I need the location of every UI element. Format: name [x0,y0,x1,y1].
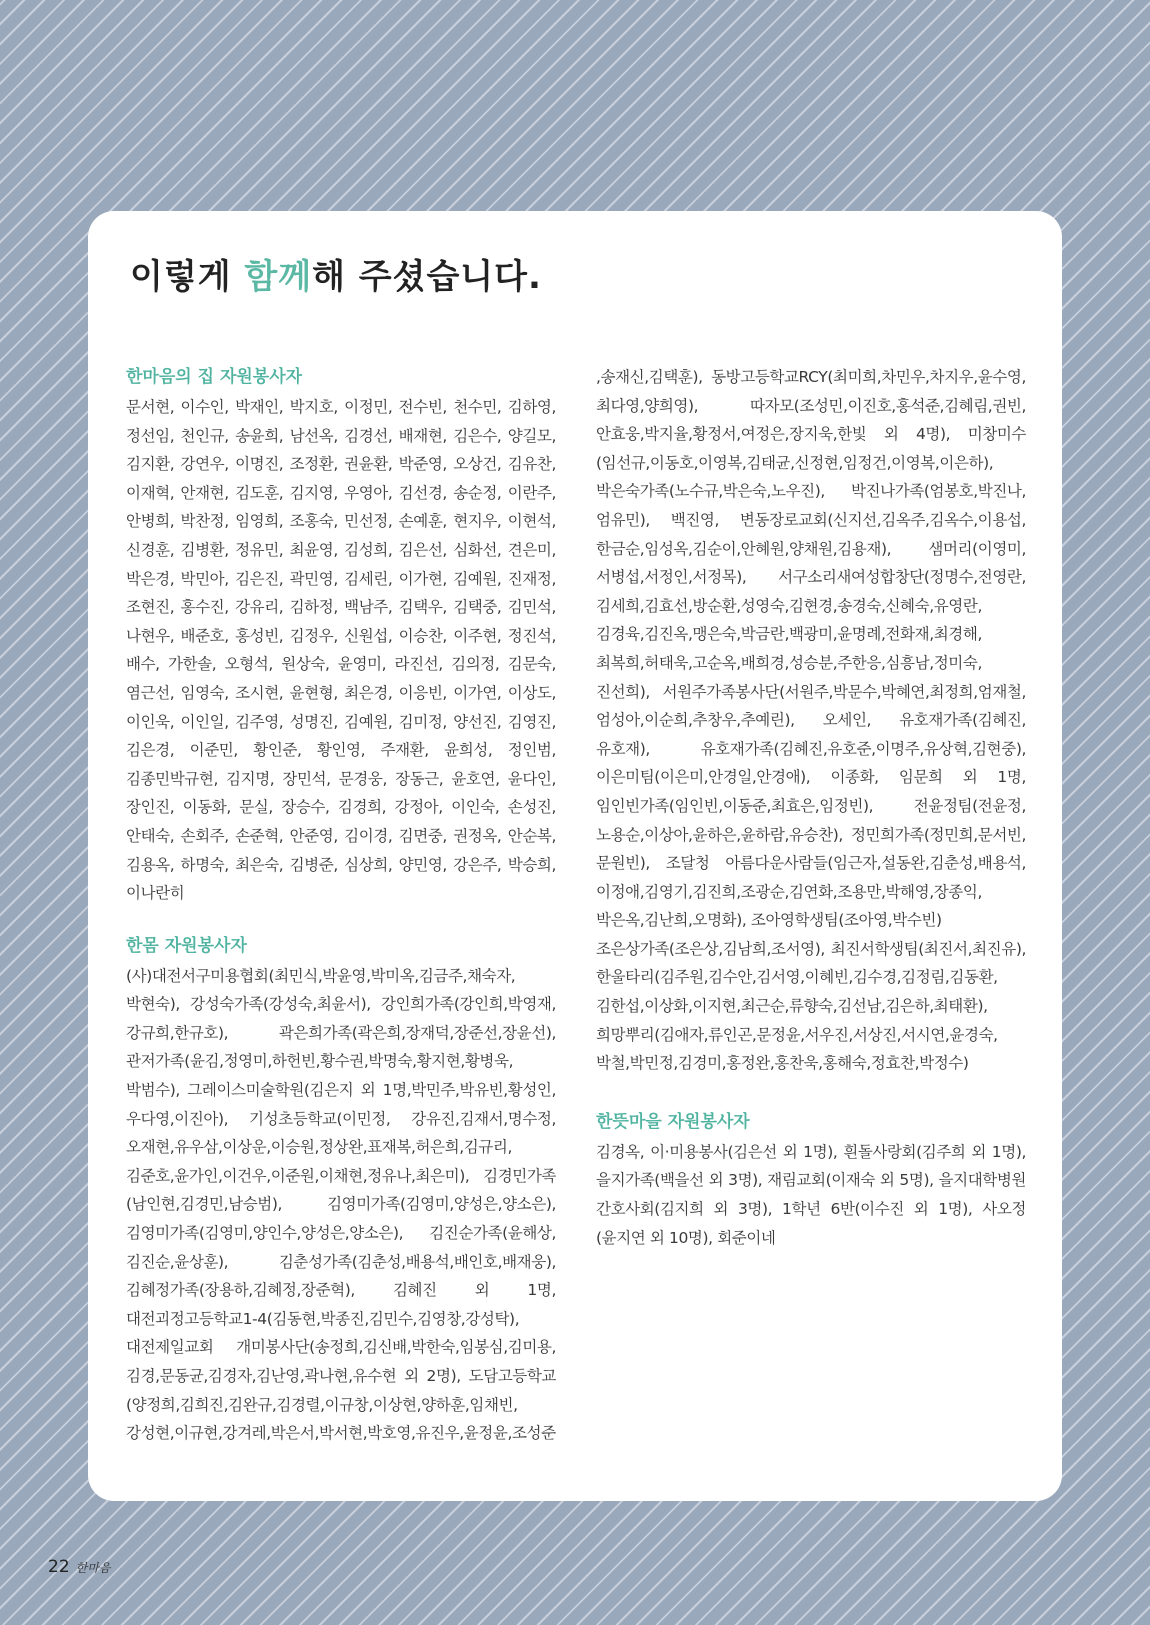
volunteer-list-hanmom-continued: ,송재신,김택훈), 동방고등학교RCY(최미희,차민우,차지우,윤수영,최다영,양희영), 따자모(조성민,이진호,홍석준,김혜림,권빈,안효웅,박지율,황정서,여정은,장지욱,한빛 외 4명), 미창미수(임선규,이동호,이영복,김태균,신정현,임정건,이영복,이은하), 박은숙가족(노수규,박은숙,노우진), 박진나가족(엄봉호,박진나,엄유민), 백진영, 변동장로교회(신지선,김옥주,김옥수,이용섭,한금순,임성옥,김순이,안혜원,양채원,김용재), 샘머리(이영미,서병섭,서정인,서정목), 서구소리새여성합창단(정명수,전영란,김세희,김효선,방순환,성영숙,김현경,송경숙,신혜숙,유영란,김경육,김진옥,맹은숙,박금란,백광미,윤명례,전화재,최경해,최복희,허태욱,고순옥,배희경,성승분,주한응,심흥남,정미숙,진선희), 서원주가족봉사단(서원주,박문수,박혜연,최정희,엄재철,엄성아,이순희,추창우,추예린), 오세인, 유호재가족(김혜진,유호재), 유호재가족(김혜진,유호준,이명주,유상혁,김현중), 이은미팀(이은미,안경일,안경애), 이종화, 임문희 외 1명, 임인빈가족(임인빈,이동준,최효은,임정빈), 전윤정팀(전윤정,노용순,이상아,윤하은,윤하람,유승찬), 정민희가족(정민희,문서빈,문원빈), 조달청 아름다운사람들(임근자,설동완,김춘성,배용석,이정애,김영기,김진희,조광순,김연화,조용만,박해영,장종익,박은옥,김난희,오명화), 조아영학생팀(조아영,박수빈) [596,368,1026,930]
volunteer-list-hanmom: (사)대전서구미용협회(최민식,박윤영,박미옥,김금주,채숙자,박현숙), 강성숙가족(강성숙,최윤서), 강인희가족(강인희,박영재,강규희,한규호), 곽은희가족(곽은희,장재덕,장준선,장윤선), 관저가족(윤김,정영미,하헌빈,황수권,박명숙,황지현,황병욱,박범수), 그레이스미술학원(김은지 외 1명,박민주,박유빈,황성인,우다영,이진아), 기성초등학교(이민정, 강유진,김재서,명수정,오재현,유우삼,이상운,이승원,정상완,표재복,허은희,김규리,김준호,윤가인,이건우,이준원,이채현,정유나,최은미), 김경민가족(남인현,김경민,남승범), 김영미가족(김영미,양성은,양소은), 김영미가족(김영미,양인수,양성은,양소은), 김진순가족(윤해상,김진순,윤상훈), 김춘성가족(김춘성,배용석,배인호,배재웅), 김혜정가족(장용하,김혜정,장준혁), 김혜진 외 1명, 대전괴정고등학교1-4(김동현,박종진,김민수,김영창,강성탁), 대전제일교회 개미봉사단(송정희,김신배,박한숙,임봉심,김미용,김경,문동균,김경자,김난영,곽나현,유수현 외 2명), 도담고등학교(양정희,김희진,김완규,김경렬,이규창,이상현,양하훈,임채빈,강성현,이규현,강겨레,박은서,박서현,박호영,유진우,윤정윤,조성준 [126,966,556,1443]
page-title [130,249,542,298]
left-column [126,363,556,1448]
right-column [596,363,1026,1252]
content-card [88,211,1062,1501]
title-after: 해 주셨습니다. [312,257,542,297]
volunteer-list-hantteut: 김경옥, 이·미용봉사(김은선 외 1명), 흰돌사랑회(김주희 외 1명), 을지가족(백을선 외 3명), 재림교회(이재숙 외 5명), 을지대학병원 간호사회(김지희 외 3명), 1학년 6반(이수진 외 1명), 사오정(윤지연 외 10명), 회준이네 [596,1142,1026,1247]
volunteer-list-hanmaeum: 문서현, 이수인, 박재인, 박지호, 이정민, 전수빈, 천수민, 김하영, 정선임, 천인규, 송윤희, 남선옥, 김경선, 배재현, 김은수, 양길모, 김지환, 강연우, 이명진, 조정환, 권윤환, 박준영, 오상건, 김유찬, 이재혁, 안재현, 김도훈, 김지영, 우영아, 김선경, 송순정, 이란주, 안병희, 박찬정, 임영희, 조홍숙, 민선정, 손예훈, 현지우, 이현석, 신경훈, 김병환, 정유민, 최윤영, 김성희, 김은선, 심화선, 견은미, 박은경, 박민아, 김은진, 곽민영, 김세린, 이가현, 김예원, 진재정, 조현진, 홍수진, 강유리, 김하정, 백남주, 김택우, 김택중, 김민석, 나현우, 배준호, 홍성빈, 김정우, 신원섭, 이승찬, 이주현, 정진석, 배수, 가한솔, 오형석, 원상숙, 윤영미, 라진선, 김의정, 김문숙, 염근선, 임영숙, 조시현, 윤현형, 최은경, 이응빈, 이가연, 이상도, 이인욱, 이인일, 김주영, 성명진, 김예원, 김미정, 양선진, 김영진, 김은경, 이준민, 황인준, 황인영, 주재환, 윤희성, 정인범, 김종민박규현, 김지명, 장민석, 문경웅, 장동근, 윤호연, 윤다인, 장인진, 이동화, 문실, 장승수, 김경희, 강정아, 이인숙, 손성진, 안태숙, 손회주, 손준혁, 안준영, 김이경, 김면중, 권정옥, 안순복, 김용옥, 하명숙, 최은숙, 김병준, 심상희, 양민영, 강은주, 박승희, 이나란히 [126,398,556,903]
title-accent: 함께 [244,257,313,297]
section-heading-hanmom: 한몸 자원봉사자 [126,935,247,956]
section-spacer [596,1078,1026,1108]
volunteer-list-hanmom-tail: 조은상가족(조은상,김남희,조서영), 최진서학생팀(최진서,최진유), 한울타리(김주원,김수안,김서영,이혜빈,김수경,김정림,김동환,김한섭,이상화,이지현,최근순,류향숙,김선남,김은하,최태환), 희망뿌리(김애자,류인곤,문정윤,서우진,서상진,서시연,윤경숙,박철,박민정,김경미,홍정완,홍찬욱,홍해숙,정효찬,박정수) [596,939,1026,1073]
section-spacer [126,908,556,932]
section-heading-hantteut: 한뜻마을 자원봉사자 [596,1111,750,1132]
magazine-logo: 한마음 [75,1561,111,1575]
section-heading-hanmaeum: 한마음의 집 자원봉사자 [126,367,303,387]
title-before: 이렇게 [130,257,245,297]
page-number: 22 [48,1557,70,1577]
page-footer [48,1557,110,1577]
